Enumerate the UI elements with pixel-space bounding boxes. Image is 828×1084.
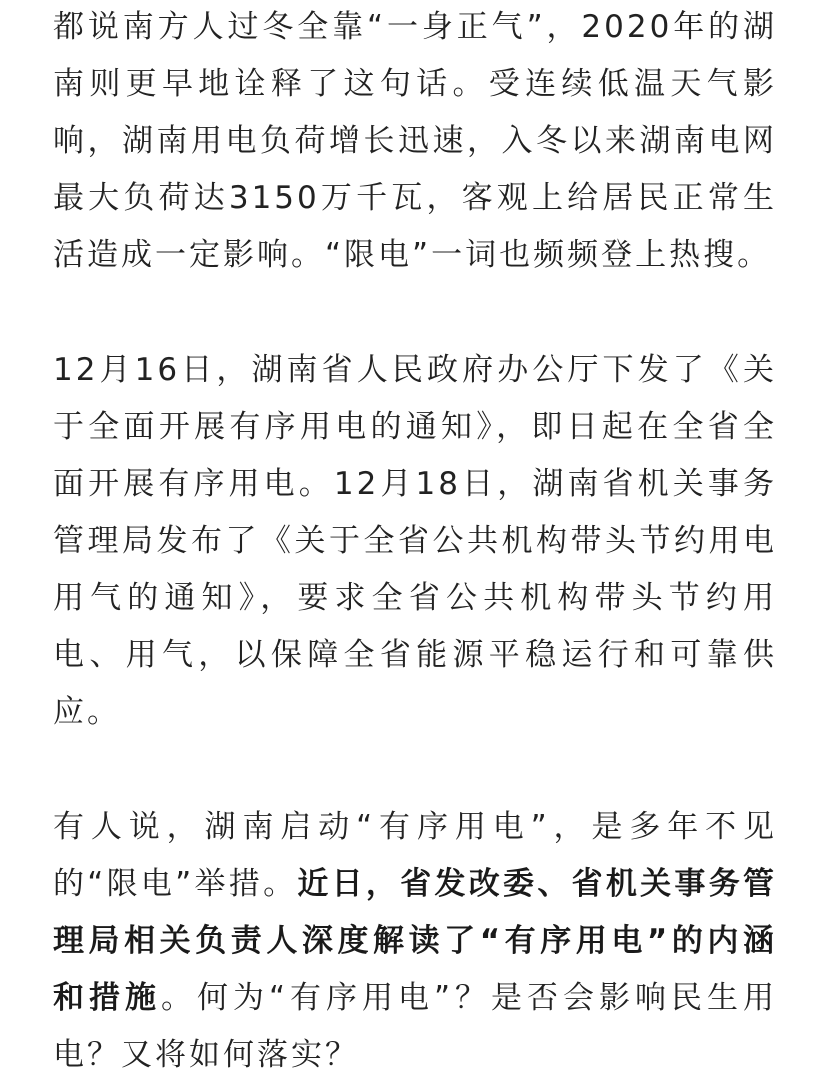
paragraph-3-bold-highlight: 近日，省发改委、省机关事务管理局相关负责人深度解读了“有序用电”的内涵和措施 — [53, 866, 777, 1016]
paragraph-1-text: 都说南方人过冬全靠“一身正气”，2020年的湖南则更早地诠释了这句话。受连续低温天气影响，湖南用电负荷增长迅速，入冬以来湖南电网最大负荷达3150万千瓦，客观上给居民正常生活造成一定影响。“限电”一词也频频登上热搜。 — [53, 9, 777, 273]
paragraph-3 — [53, 799, 777, 1084]
paragraph-2 — [53, 342, 777, 741]
paragraph-3-tail: 。何为“有序用电”？是否会影响民生用电？又将如何落实？ — [53, 980, 777, 1073]
article-body — [53, 0, 777, 1084]
paragraph-3-lead: 有人说，湖南启动“有序用电”，是多年不见的“限电”举措。 — [53, 809, 777, 902]
paragraph-2-text: 12月16日，湖南省人民政府办公厅下发了《关于全面开展有序用电的通知》，即日起在全省全面开展有序用电。12月18日，湖南省机关事务管理局发布了《关于全省公共机构带头节约用电用气的通知》，要求全省公共机构带头节约用电、用气，以保障全省能源平稳运行和可靠供应。 — [53, 352, 778, 730]
paragraph-1 — [53, 0, 777, 284]
